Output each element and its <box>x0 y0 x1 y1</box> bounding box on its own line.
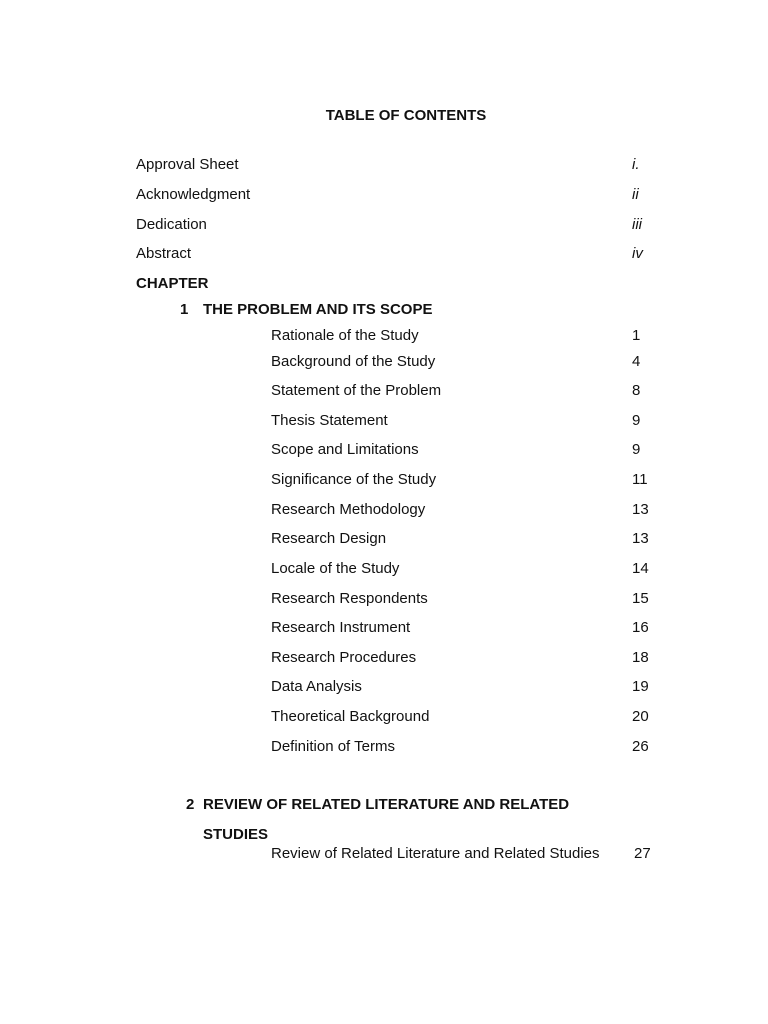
chapter-1-heading <box>0 300 768 320</box>
section-page: 15 <box>632 590 649 607</box>
section-label: Statement of the Problem <box>271 382 442 399</box>
chapter-title: REVIEW OF RELATED LITERATURE AND RELATED <box>203 796 570 813</box>
section-page: 8 <box>632 382 641 399</box>
chapter-2-heading-continued <box>0 825 768 845</box>
section-page: 9 <box>632 441 641 458</box>
section-label: Research Methodology <box>271 501 426 518</box>
section-page: 13 <box>632 530 649 547</box>
section-label: Background of the Study <box>271 353 436 370</box>
section-label: Review of Related Literature and Related Studies <box>271 845 600 862</box>
section-page: 27 <box>634 845 651 862</box>
chapter-title: THE PROBLEM AND ITS SCOPE <box>203 301 433 318</box>
section-page: 20 <box>632 708 649 725</box>
section-label: Rationale of the Study <box>271 327 419 344</box>
chapter-title-continued: STUDIES <box>203 826 269 843</box>
section-label: Significance of the Study <box>271 471 437 488</box>
section-page: 1 <box>632 327 641 344</box>
toc-entry-label: Acknowledgment <box>136 186 251 203</box>
toc-entry-label: Abstract <box>136 245 192 262</box>
section-page: 14 <box>632 560 649 577</box>
section-page: 4 <box>632 353 641 370</box>
section-page: 19 <box>632 678 649 695</box>
section-label: Research Design <box>271 530 387 547</box>
chapter-number: 1 <box>180 301 189 318</box>
section-label: Scope and Limitations <box>271 441 419 458</box>
section-label: Theoretical Background <box>271 708 430 725</box>
toc-entry-page: iv <box>632 245 643 262</box>
section-page: 18 <box>632 649 649 666</box>
chapter-2-heading <box>0 795 768 815</box>
toc-entry-label: Approval Sheet <box>136 156 239 173</box>
section-page: 13 <box>632 501 649 518</box>
section-page: 11 <box>632 471 648 488</box>
chapter-heading-label: CHAPTER <box>136 275 209 292</box>
section-label: Research Instrument <box>271 619 411 636</box>
toc-entry-label: Dedication <box>136 216 207 233</box>
section-page: 16 <box>632 619 649 636</box>
toc-entry-page: i. <box>632 156 640 173</box>
section-label: Research Procedures <box>271 649 417 666</box>
toc-entry-page: ii <box>632 186 639 203</box>
section-label: Definition of Terms <box>271 738 395 755</box>
chapter-heading <box>136 274 209 294</box>
section-label: Locale of the Study <box>271 560 400 577</box>
section-page: 26 <box>632 738 649 755</box>
page-title: TABLE OF CONTENTS <box>325 107 487 124</box>
chapter-number: 2 <box>186 796 195 813</box>
section-page: 9 <box>632 412 641 429</box>
section-label: Thesis Statement <box>271 412 388 429</box>
section-label: Research Respondents <box>271 590 428 607</box>
toc-entry-page: iii <box>632 216 642 233</box>
section-label: Data Analysis <box>271 678 362 695</box>
